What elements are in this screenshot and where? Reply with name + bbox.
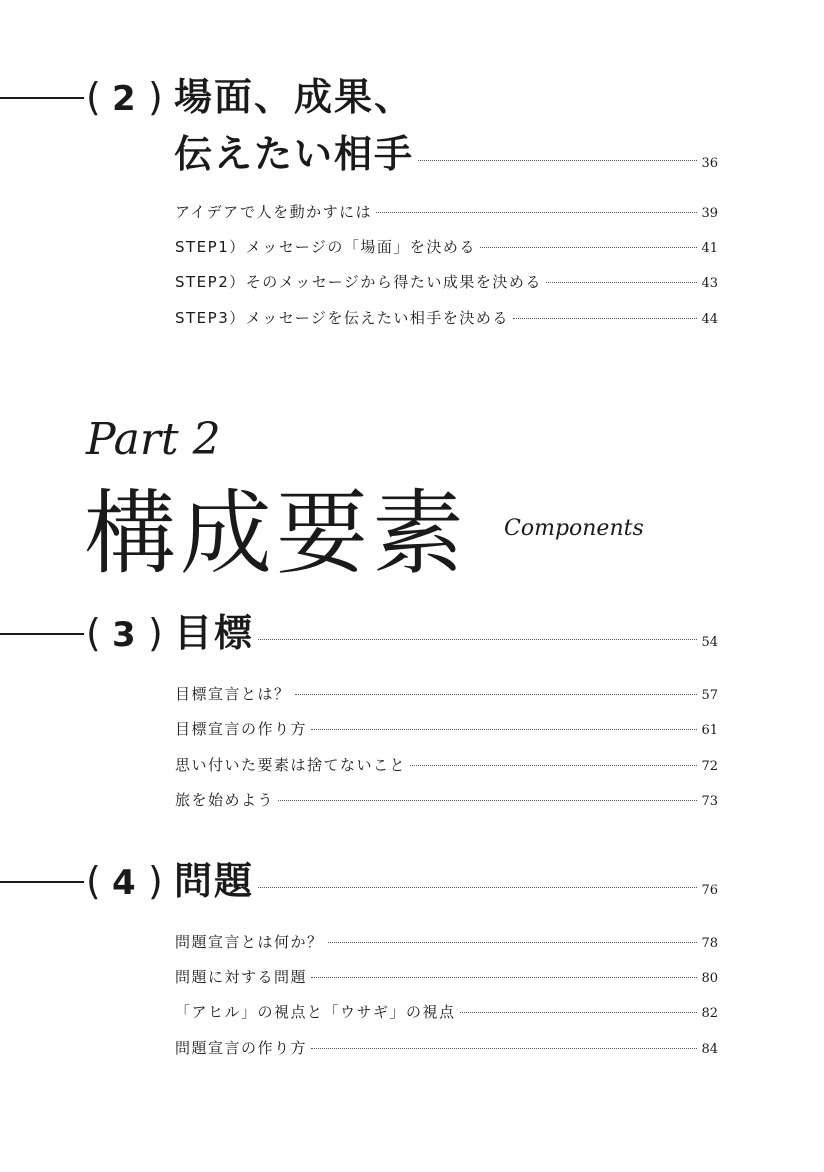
part-title: 構成要素	[84, 480, 469, 587]
chapter-paren-close: )	[148, 75, 163, 119]
chapter-rule	[0, 633, 84, 635]
dot-leader	[328, 942, 698, 943]
chapter-number: 2	[112, 79, 136, 119]
dot-leader	[418, 160, 697, 161]
page-number: 36	[701, 156, 718, 171]
chapter-paren-open: (	[86, 611, 101, 655]
chapter-paren-close: )	[148, 611, 163, 655]
part-label: Part 2	[86, 414, 221, 465]
entry-label: 旅を始めよう	[175, 791, 275, 809]
entry-label: 問題宣言の作り方	[175, 1039, 308, 1057]
page-number: 76	[701, 883, 718, 898]
chapter-title: 目標	[174, 611, 255, 655]
entry-label: 問題宣言とは何か？	[175, 933, 324, 951]
entry-label: 「アヒル」の視点と「ウサギ」の視点	[175, 1003, 456, 1021]
page-number: 61	[701, 723, 718, 738]
chapter-title: 問題	[174, 859, 255, 903]
toc-entry[interactable]	[175, 931, 718, 953]
chapter-title-line[interactable]	[174, 611, 718, 655]
dot-leader	[410, 765, 697, 766]
page-number: 82	[701, 1006, 718, 1021]
dot-leader	[513, 318, 698, 319]
chapter-title-second: 伝えたい相手	[174, 132, 415, 176]
chapter-number: 4	[112, 863, 136, 903]
chapter-paren-close: )	[148, 859, 163, 903]
page-number: 72	[701, 759, 718, 774]
dot-leader	[258, 887, 697, 888]
entry-label: 目標宣言とは？	[175, 685, 291, 703]
dot-leader	[258, 639, 697, 640]
chapter-paren-open: (	[86, 75, 101, 119]
chapter-paren-open: (	[86, 859, 101, 903]
dot-leader	[480, 247, 698, 248]
dot-leader	[295, 694, 698, 695]
entry-label: STEP3）メッセージを伝えたい相手を決める	[175, 309, 509, 327]
page-number: 43	[701, 276, 718, 291]
toc-entry[interactable]	[175, 236, 718, 258]
page-number: 54	[701, 635, 718, 650]
dot-leader	[546, 282, 698, 283]
toc-entry[interactable]	[175, 307, 718, 329]
page-number: 80	[701, 971, 718, 986]
dot-leader	[311, 1048, 697, 1049]
dot-leader	[376, 212, 697, 213]
page-number: 57	[701, 688, 718, 703]
entry-label: 問題に対する問題	[175, 968, 308, 986]
toc-entry[interactable]	[175, 201, 718, 223]
toc-entry[interactable]	[175, 683, 718, 705]
entry-label: アイデアで人を動かすには	[175, 203, 373, 221]
chapter-title[interactable]: 場面、成果、	[174, 75, 415, 119]
part-subtitle: Components	[504, 516, 644, 541]
dot-leader	[311, 977, 697, 978]
entry-label: 思い付いた要素は捨てないこと	[175, 756, 407, 774]
page-number: 84	[701, 1042, 718, 1057]
toc-entry[interactable]	[175, 1001, 718, 1023]
chapter-title-line[interactable]	[174, 132, 718, 176]
chapter-number: 3	[112, 615, 136, 655]
page-number: 78	[701, 936, 718, 951]
dot-leader	[278, 800, 697, 801]
toc-entry[interactable]	[175, 966, 718, 988]
entry-label: STEP1）メッセージの「場面」を決める	[175, 238, 476, 256]
page-number: 73	[701, 794, 718, 809]
entry-label: STEP2）そのメッセージから得たい成果を決める	[175, 273, 542, 291]
toc-entry[interactable]	[175, 789, 718, 811]
entry-label: 目標宣言の作り方	[175, 720, 308, 738]
dot-leader	[311, 729, 697, 730]
chapter-title-line[interactable]	[174, 859, 718, 903]
dot-leader	[460, 1012, 698, 1013]
toc-entry[interactable]	[175, 754, 718, 776]
toc-entry[interactable]	[175, 271, 718, 293]
chapter-rule	[0, 881, 84, 883]
page-number: 44	[701, 312, 718, 327]
toc-entry[interactable]	[175, 718, 718, 740]
page-number: 41	[701, 241, 718, 256]
toc-entry[interactable]	[175, 1037, 718, 1059]
chapter-rule	[0, 97, 84, 99]
page-number: 39	[701, 206, 718, 221]
